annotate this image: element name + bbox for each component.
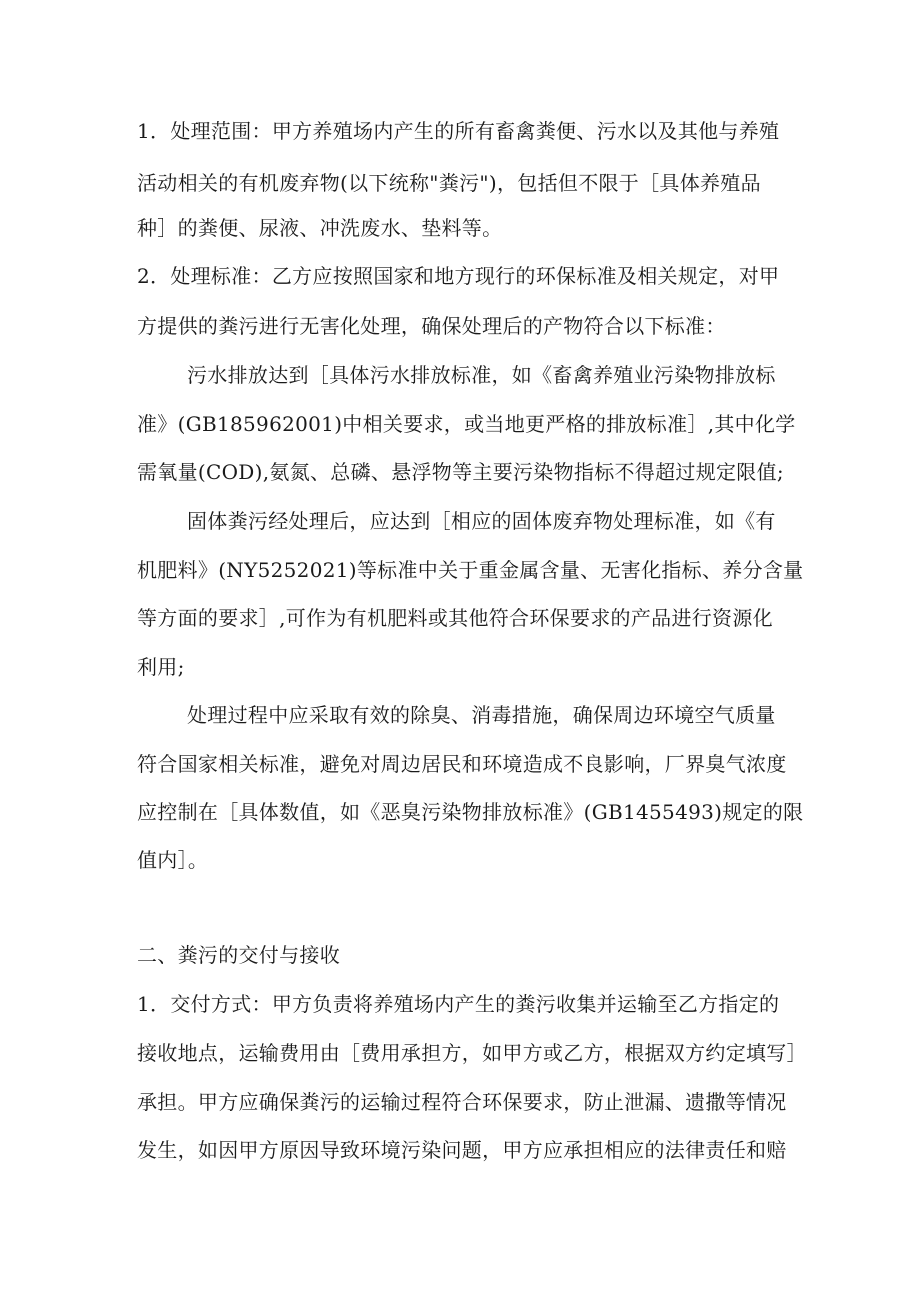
text-line: 承担。甲方应确保粪污的运输过程符合环保要求，防止泄漏、遗撒等情况 [137, 1090, 787, 1114]
text-line: 发生，如因甲方原因导致环境污染问题，甲方应承担相应的法律责任和赔 [137, 1138, 787, 1162]
text-line: 固体粪污经处理后，应达到［相应的固体废弃物处理标准，如《有 [187, 509, 776, 533]
text-line: 准》(GB185962001)中相关要求，或当地更严格的排放标准］,其中化学 [137, 412, 796, 436]
text-line: 1．交付方式：甲方负责将养殖场内产生的粪污收集并运输至乙方指定的 [137, 992, 780, 1016]
text-line: 污水排放达到［具体污水排放标准，如《畜禽养殖业污染物排放标 [187, 363, 776, 387]
text-line: 值内］。 [137, 848, 209, 872]
text-line: 方提供的粪污进行无害化处理，确保处理后的产物符合以下标准： [137, 314, 726, 338]
text-line: 机肥料》(NY5252021)等标准中关于重金属含量、无害化指标、养分含量 [137, 558, 804, 582]
text-line: 符合国家相关标准，避免对周边居民和环境造成不良影响，厂界臭气浓度 [137, 752, 787, 776]
text-line: 需氧量(COD),氨氮、总磷、悬浮物等主要污染物指标不得超过规定限值; [137, 460, 784, 484]
text-line: 处理过程中应采取有效的除臭、消毒措施，确保周边环境空气质量 [187, 703, 776, 727]
text-line: 种］的粪便、尿液、冲洗废水、垫料等。 [137, 216, 503, 240]
text-line: 1．处理范围：甲方养殖场内产生的所有畜禽粪便、污水以及其他与养殖 [137, 119, 780, 143]
text-line: 利用; [137, 655, 185, 679]
text-line: 应控制在［具体数值，如《恶臭污染物排放标准》(GB1455493)规定的限 [137, 800, 804, 824]
text-line: 接收地点，运输费用由［费用承担方，如甲方或乙方，根据双方约定填写］ [137, 1041, 807, 1065]
section-heading: 二、粪污的交付与接收 [137, 943, 340, 967]
text-line: 活动相关的有机废弃物(以下统称"粪污")，包括但不限于［具体养殖品 [137, 171, 761, 195]
text-line: 2．处理标准：乙方应按照国家和地方现行的环保标准及相关规定，对甲 [137, 264, 780, 288]
text-line: 等方面的要求］,可作为有机肥料或其他符合环保要求的产品进行资源化 [137, 606, 773, 630]
